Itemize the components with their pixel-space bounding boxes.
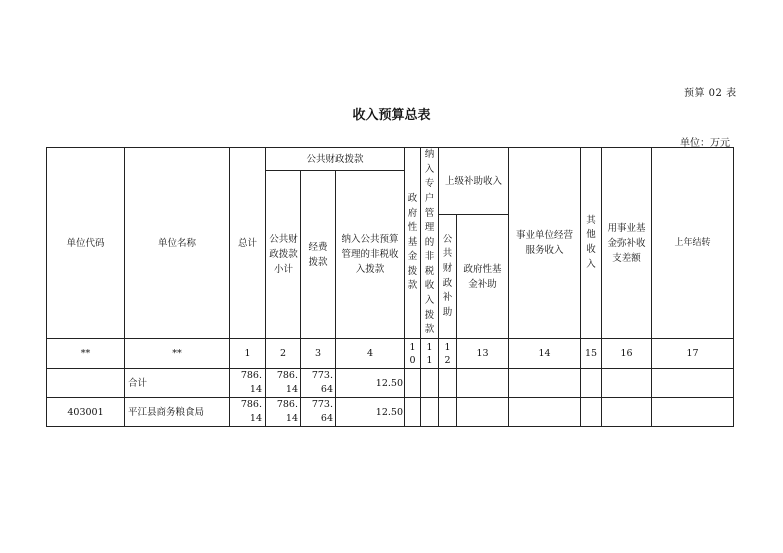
header-superior-gov-fund: 政府性基金补助 xyxy=(463,263,502,290)
row-subtotal: 786.14 xyxy=(276,370,298,395)
row-unit-code: 403001 xyxy=(67,406,104,418)
header-total: 总计 xyxy=(237,237,257,249)
row-unit-name: 合计 xyxy=(128,377,148,389)
header-fund-deficit: 用事业基金弥补收支差额 xyxy=(607,222,646,264)
index-cell: 2 xyxy=(279,348,287,359)
header-public-fiscal-subtotal: 公共财政拨款小计 xyxy=(269,234,298,275)
header-superior-public-fiscal: 公共财政补助 xyxy=(442,233,453,318)
row-total: 786.14 xyxy=(240,370,262,395)
page-title: 收入预算总表 xyxy=(352,108,431,123)
row-operating-funds: 773.64 xyxy=(311,399,333,424)
index-cell: 16 xyxy=(620,348,633,359)
index-cell: 17 xyxy=(686,348,699,359)
row-unit-name: 平江县商务粮食局 xyxy=(128,406,205,418)
row-operating-funds: 773.64 xyxy=(311,370,333,395)
header-superior-subsidy-group: 上级补助收入 xyxy=(444,175,502,187)
row-non-tax: 12.50 xyxy=(375,406,403,418)
index-cell: 3 xyxy=(314,348,322,359)
header-gov-fund: 政府性基金拨款 xyxy=(407,192,418,292)
header-operating-funds: 经费拨款 xyxy=(308,241,328,268)
index-cell: 14 xyxy=(538,348,551,359)
header-unit-code: 单位代码 xyxy=(66,237,105,249)
row-non-tax: 12.50 xyxy=(375,377,403,389)
index-cell: 11 xyxy=(426,341,433,366)
index-cell: 1 xyxy=(244,348,251,359)
index-cell: 12 xyxy=(444,341,451,366)
index-cell: 13 xyxy=(476,348,489,359)
unit-label: 单位：万元 xyxy=(680,138,730,149)
index-cell: 10 xyxy=(409,341,416,366)
header-non-tax-income: 纳入公共预算管理的非税收入拨款 xyxy=(341,234,399,275)
header-carryover: 上年结转 xyxy=(674,237,711,248)
index-cell: ** xyxy=(172,348,182,359)
row-unit-code xyxy=(47,369,124,397)
index-cell: 4 xyxy=(366,348,374,359)
header-unit-name: 单位名称 xyxy=(157,237,196,249)
index-cell: ** xyxy=(80,348,91,359)
header-other-income: 其他收入 xyxy=(586,214,596,270)
index-cell: 15 xyxy=(584,348,598,359)
form-number: 预算 02 表 xyxy=(684,88,737,99)
header-business-income: 事业单位经营服务收入 xyxy=(515,230,573,256)
row-subtotal: 786.14 xyxy=(276,399,298,424)
header-public-fiscal-group: 公共财政拨款 xyxy=(306,153,364,165)
header-special-nontax: 纳入专户管理的非税收入拨款 xyxy=(424,149,435,336)
row-total: 786.14 xyxy=(240,399,262,424)
